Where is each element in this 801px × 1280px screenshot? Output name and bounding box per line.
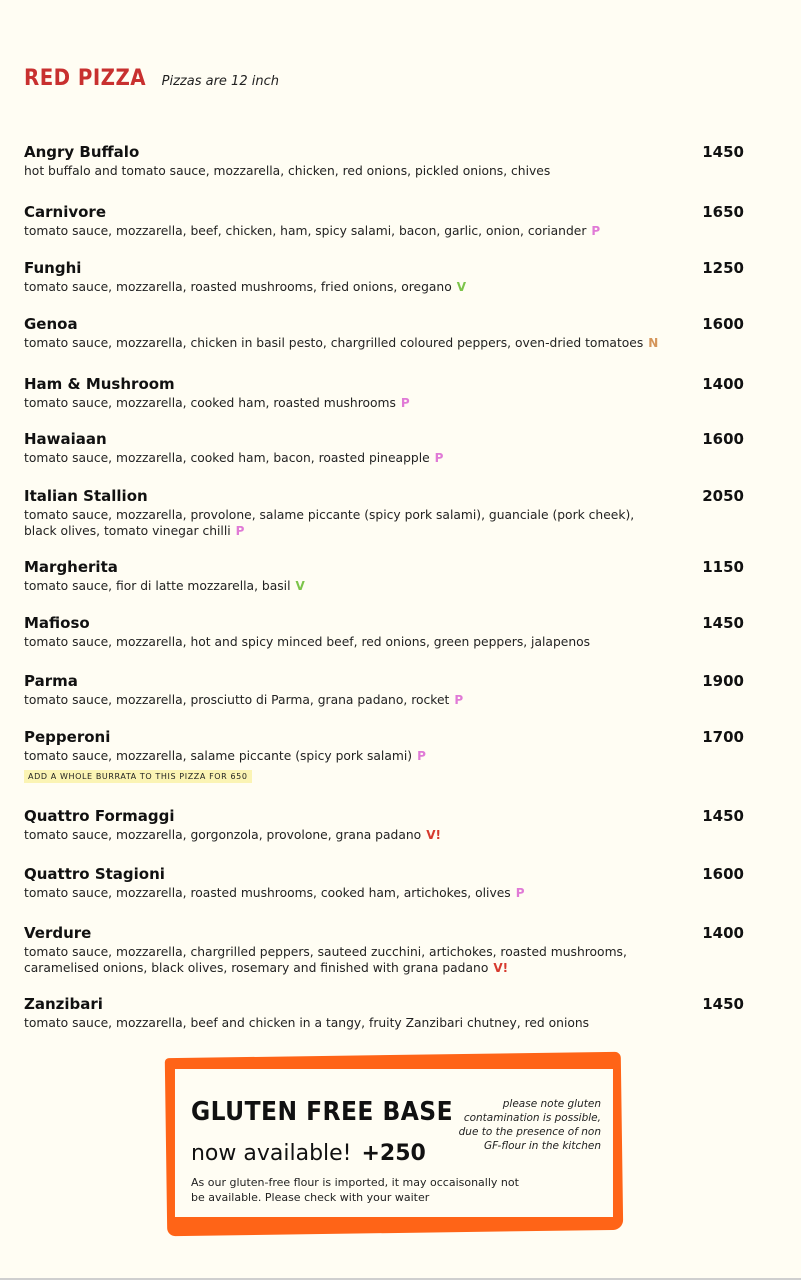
- menu-item-zanzibari: [24, 995, 744, 1031]
- item-price: 1900: [702, 672, 744, 690]
- gluten-free-title: GLUTEN FREE BASE: [190, 1097, 454, 1128]
- availability-text: now available!: [190, 1141, 352, 1167]
- item-price: 1450: [702, 614, 744, 632]
- gluten-free-availability: [191, 1141, 426, 1166]
- item-name: Mafioso: [24, 614, 90, 632]
- pork-tag-icon: P: [454, 693, 464, 707]
- menu-item-ham-mushroom: [24, 375, 744, 411]
- item-description: tomato sauce, mozzarella, roasted mushrooms, fried onions, oregano V: [24, 280, 467, 294]
- vegetarian-warning-tag-icon: V!: [426, 828, 441, 842]
- pork-tag-icon: P: [515, 886, 525, 900]
- item-description: tomato sauce, mozzarella, provolone, salame piccante (spicy pork salami), guanciale (pork cheek), black olives, tomato vinegar chilli P: [24, 508, 635, 538]
- item-name: Zanzibari: [24, 995, 103, 1013]
- item-price: 1150: [702, 558, 744, 576]
- item-description: tomato sauce, mozzarella, salame piccante (spicy pork salami) P: [24, 749, 426, 763]
- vegetarian-tag-icon: V: [295, 579, 305, 593]
- pork-tag-icon: P: [417, 749, 426, 763]
- item-name: Parma: [24, 672, 78, 690]
- item-description: tomato sauce, mozzarella, roasted mushrooms, cooked ham, artichokes, olives P: [24, 886, 525, 900]
- item-name: Genoa: [24, 315, 78, 333]
- item-name: Ham & Mushroom: [24, 375, 175, 393]
- menu-item-genoa: [24, 315, 744, 351]
- item-price: 1650: [702, 203, 744, 221]
- item-description: tomato sauce, mozzarella, chargrilled peppers, sauteed zucchini, artichokes, roasted mushrooms, caramelised onions, black olives, rosemary and finished with grana padano V!: [24, 945, 627, 975]
- item-name: Angry Buffalo: [24, 143, 140, 161]
- vegetarian-warning-tag-icon: V!: [493, 961, 509, 975]
- gluten-free-price: +250: [361, 1141, 426, 1167]
- item-name: Verdure: [24, 924, 92, 942]
- item-name: Margherita: [24, 558, 118, 576]
- item-price: 1400: [702, 375, 744, 393]
- item-description: tomato sauce, mozzarella, beef and chicken in a tangy, fruity Zanzibari chutney, red onions: [24, 1016, 590, 1030]
- item-name: Italian Stallion: [24, 487, 148, 505]
- item-name: Quattro Formaggi: [24, 807, 175, 825]
- item-price: 1600: [702, 315, 744, 333]
- gluten-contamination-note: please note gluten contamination is possible, due to the presence of non GF-flour in the kitchen: [458, 1098, 601, 1153]
- menu-item-pepperoni: [24, 728, 744, 783]
- item-description: hot buffalo and tomato sauce, mozzarella, chicken, red onions, pickled onions, chives: [24, 164, 551, 178]
- pork-tag-icon: P: [235, 524, 245, 538]
- item-description: tomato sauce, mozzarella, cooked ham, bacon, roasted pineapple P: [24, 451, 444, 465]
- menu-item-quattro-stagioni: [24, 865, 744, 901]
- menu-header: [24, 66, 279, 91]
- nuts-tag-icon: N: [648, 336, 659, 350]
- gluten-free-panel: [175, 1069, 613, 1217]
- item-description: tomato sauce, mozzarella, chicken in basil pesto, chargrilled coloured peppers, oven-dried tomatoes N: [24, 336, 659, 350]
- menu-item-angry-buffalo: [24, 143, 744, 179]
- item-description: tomato sauce, fior di latte mozzarella, basil V: [24, 579, 305, 593]
- item-name: Pepperoni: [24, 728, 111, 746]
- item-description: tomato sauce, mozzarella, gorgonzola, provolone, grana padano V!: [24, 828, 441, 842]
- burrata-addon-note: ADD A WHOLE BURRATA TO THIS PIZZA FOR 650: [24, 770, 252, 783]
- vegetarian-tag-icon: V: [456, 280, 467, 294]
- item-price: 1400: [702, 924, 744, 942]
- pork-tag-icon: P: [591, 224, 601, 238]
- item-price: 1450: [702, 807, 744, 825]
- item-name: Quattro Stagioni: [24, 865, 165, 883]
- menu-item-quattro-formaggi: [24, 807, 744, 843]
- menu-item-margherita: [24, 558, 744, 594]
- item-description: tomato sauce, mozzarella, beef, chicken, ham, spicy salami, bacon, garlic, onion, coriander P: [24, 224, 601, 238]
- menu-item-hawaiaan: [24, 430, 744, 466]
- item-name: Hawaiaan: [24, 430, 107, 448]
- menu-item-verdure: [24, 924, 744, 976]
- item-description: tomato sauce, mozzarella, cooked ham, roasted mushrooms P: [24, 396, 410, 410]
- item-price: 1600: [702, 865, 744, 883]
- gluten-free-banner: [165, 1052, 623, 1236]
- item-price: 2050: [702, 487, 744, 505]
- menu-item-carnivore: [24, 203, 744, 239]
- pork-tag-icon: P: [434, 451, 444, 465]
- menu-item-italian-stallion: [24, 487, 744, 539]
- item-description: tomato sauce, mozzarella, prosciutto di Parma, grana padano, rocket P: [24, 693, 464, 707]
- item-price: 1450: [702, 143, 744, 161]
- menu-item-funghi: [24, 259, 744, 295]
- item-name: Carnivore: [24, 203, 107, 221]
- pork-tag-icon: P: [400, 396, 410, 410]
- item-price: 1450: [702, 995, 744, 1013]
- gluten-free-description: As our gluten-free flour is imported, it may occaisonally not be available. Please check with your waiter: [190, 1176, 519, 1205]
- item-price: 1600: [702, 430, 744, 448]
- size-note: Pizzas are 12 inch: [161, 74, 279, 89]
- menu-item-parma: [24, 672, 744, 708]
- item-price: 1250: [702, 259, 744, 277]
- item-description: tomato sauce, mozzarella, hot and spicy minced beef, red onions, green peppers, jalapenos: [24, 635, 591, 649]
- brand-title: RED PIZZA: [24, 66, 147, 91]
- item-name: Funghi: [24, 259, 82, 277]
- menu-item-mafioso: [24, 614, 744, 650]
- item-price: 1700: [702, 728, 744, 746]
